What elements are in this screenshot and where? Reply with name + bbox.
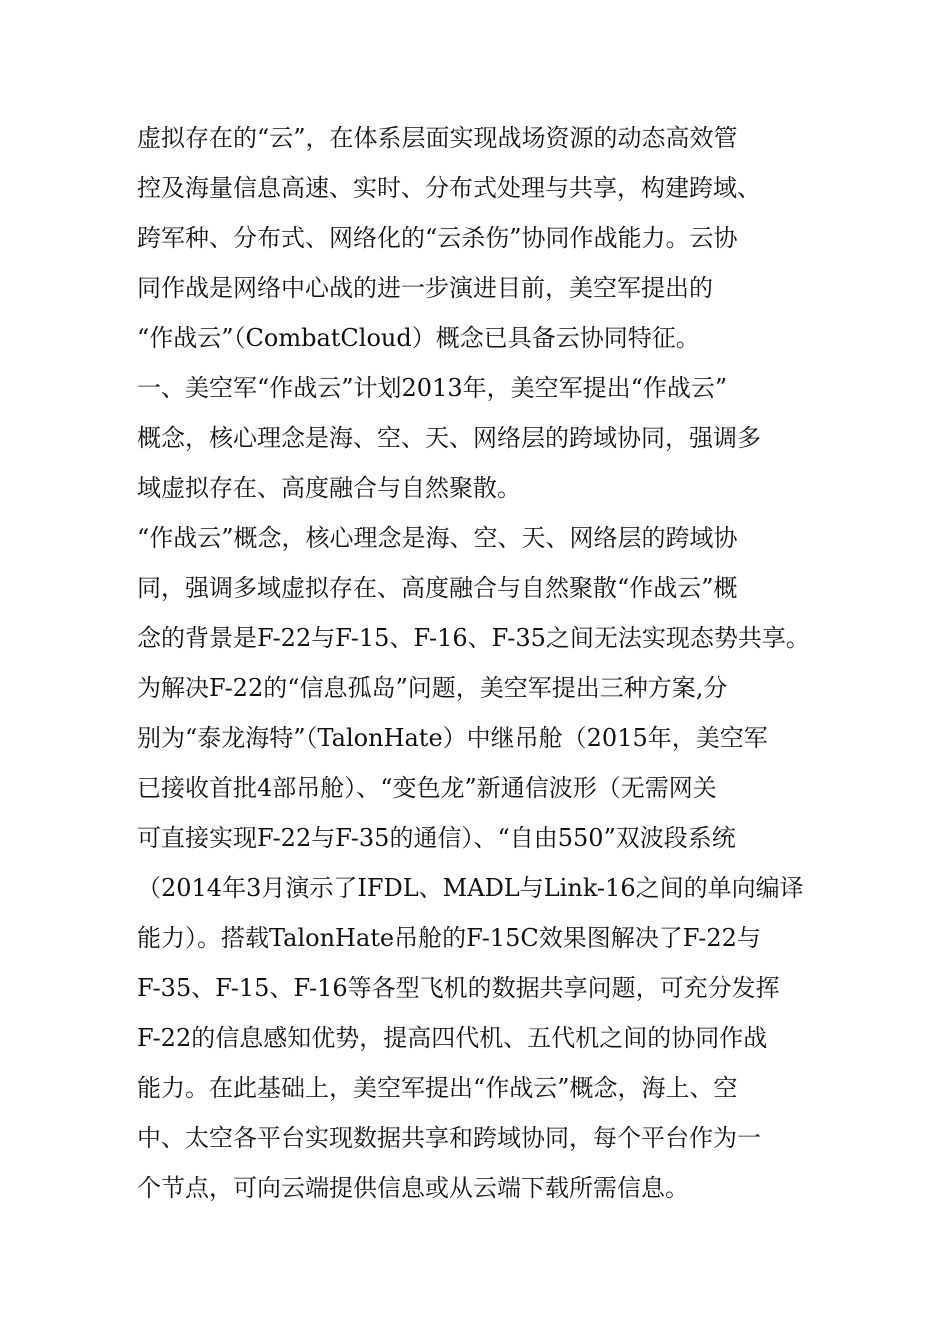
section-heading-line: 一、美空军“作战云”计划2013年，美空军提出“作战云” xyxy=(137,374,728,402)
text-line: 已接收首批4部吊舱）、“变色龙”新通信波形（无需网关 xyxy=(137,774,717,802)
text-line: F-22的信息感知优势，提高四代机、五代机之间的协同作战 xyxy=(137,1024,768,1052)
text-line: 概念，核心理念是海、空、天、网络层的跨域协同，强调多 xyxy=(137,424,761,452)
text-line: 为解决F-22的“信息孤岛”问题，美空军提出三种方案,分 xyxy=(137,674,728,702)
text-line: “作战云”概念，核心理念是海、空、天、网络层的跨域协 xyxy=(137,524,738,552)
text-line: 域虚拟存在、高度融合与自然聚散。 xyxy=(137,474,521,502)
text-line: 能力）。搭载TalonHate吊舱的F-15C效果图解决了F-22与 xyxy=(137,924,761,952)
text-line: “作战云”（CombatCloud）概念已具备云协同特征。 xyxy=(137,324,700,352)
text-line: 中、太空各平台实现数据共享和跨域协同，每个平台作为一 xyxy=(137,1124,761,1152)
text-line: 同作战是网络中心战的进一步演进目前，美空军提出的 xyxy=(137,274,713,302)
text-line: 虚拟存在的“云”，在体系层面实现战场资源的动态高效管 xyxy=(137,124,738,152)
text-line: 个节点，可向云端提供信息或从云端下载所需信息。 xyxy=(137,1174,689,1202)
text-line: F-35、F-15、F-16等各型飞机的数据共享问题，可充分发挥 xyxy=(137,974,780,1002)
text-line: 控及海量信息高速、实时、分布式处理与共享，构建跨域、 xyxy=(137,174,761,202)
body-text xyxy=(137,113,877,1213)
text-line: 可直接实现F-22与F-35的通信）、“自由550”双波段系统 xyxy=(137,824,736,852)
text-line: 念的背景是F-22与F-15、F-16、F-35之间无法实现态势共享。 xyxy=(137,624,810,652)
text-line: 能力。在此基础上，美空军提出“作战云”概念，海上、空 xyxy=(137,1074,738,1102)
text-line: 别为“泰龙海特”（TalonHate）中继吊舱（2015年，美空军 xyxy=(137,724,768,752)
text-line: 跨军种、分布式、网络化的“云杀伤”协同作战能力。云协 xyxy=(137,224,738,252)
text-line: 同，强调多域虚拟存在、高度融合与自然聚散“作战云”概 xyxy=(137,574,738,602)
text-line: （2014年3月演示了IFDL、MADL与Link-16之间的单向编译 xyxy=(137,874,804,902)
